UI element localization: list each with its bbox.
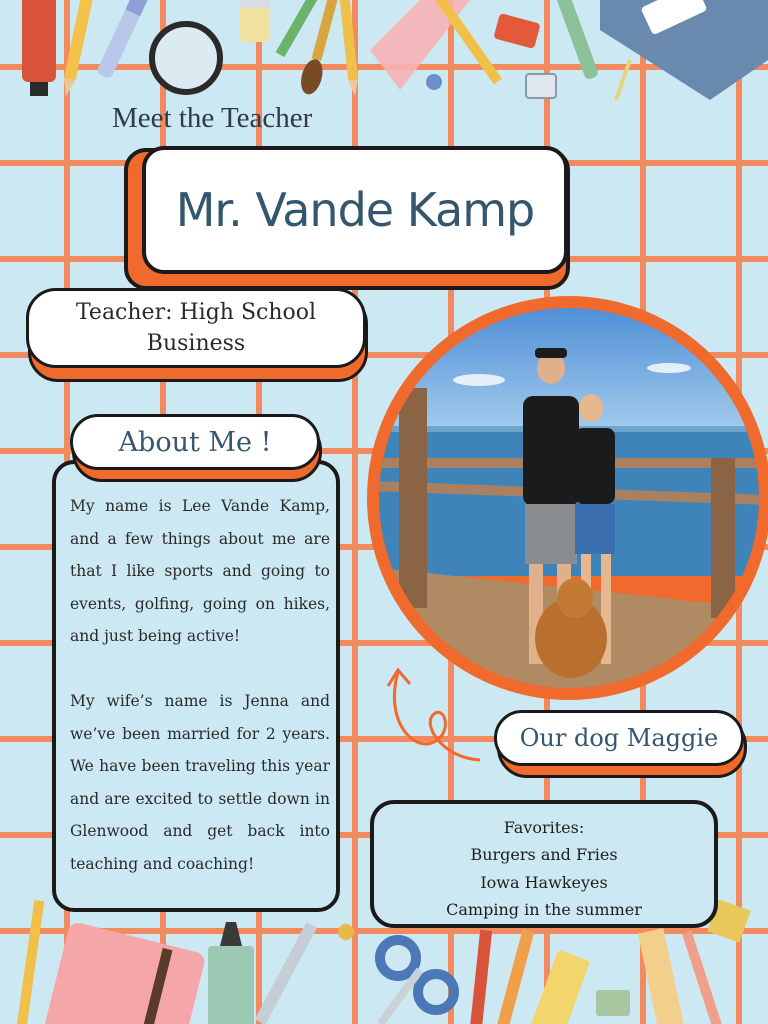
photo-illustration — [379, 308, 759, 688]
pencil-icon — [469, 930, 492, 1024]
favorites-heading: Favorites: — [503, 818, 585, 837]
about-paragraph: My name is Lee Vande Kamp, and a few things about me are that I like sports and going to events, golfing, going on hikes, and just being active! — [70, 497, 330, 646]
pushpin-icon — [426, 74, 442, 90]
about-paragraph: My wife’s name is Jenna and we’ve been married for 2 years. We have been traveling this year and are excited to settle down in Glenwood and get back into teaching and coaching! — [70, 691, 330, 873]
eraser-icon — [240, 0, 270, 42]
intro-heading: Meet the Teacher — [112, 102, 313, 134]
paper-clip-icon — [616, 60, 630, 100]
notebook-icon — [42, 921, 207, 1024]
favorites-item: Camping in the summer — [446, 900, 642, 920]
about-heading: About Me ! — [70, 414, 320, 470]
highlighter-icon — [528, 950, 591, 1024]
magnifier-icon — [152, 24, 220, 92]
binder-clip-icon — [526, 74, 556, 98]
pen-icon — [552, 0, 599, 80]
marker-icon — [22, 0, 56, 96]
pen-icon — [96, 0, 153, 80]
dog-caption: Our dog Maggie — [494, 710, 744, 766]
curly-arrow-icon — [384, 662, 484, 772]
name-banner — [142, 146, 568, 274]
favorites-item: Iowa Hawkeyes — [480, 872, 608, 892]
pencil-icon — [60, 0, 96, 98]
teacher-name: Mr. Vande Kamp — [175, 183, 535, 237]
pushpin-icon — [338, 924, 354, 940]
pen-icon — [255, 922, 317, 1024]
family-photo — [379, 308, 759, 688]
sharpener-icon — [493, 13, 540, 49]
pencil-icon — [339, 0, 360, 96]
about-card — [52, 460, 340, 912]
pen-icon — [494, 929, 534, 1024]
ruler-icon — [638, 928, 686, 1024]
favorites-card — [370, 800, 718, 928]
role-pill — [26, 288, 366, 368]
marker-icon — [208, 922, 254, 1024]
role-line-1: Teacher: High School — [75, 300, 317, 325]
favorites-item: Burgers and Fries — [470, 845, 618, 865]
role-line-2: Business — [146, 331, 246, 356]
scissors-icon — [380, 940, 454, 1024]
pencil-icon — [16, 900, 44, 1024]
pencil-icon — [682, 931, 726, 1024]
sharpener-icon — [596, 990, 630, 1016]
notebook-icon — [600, 0, 768, 100]
